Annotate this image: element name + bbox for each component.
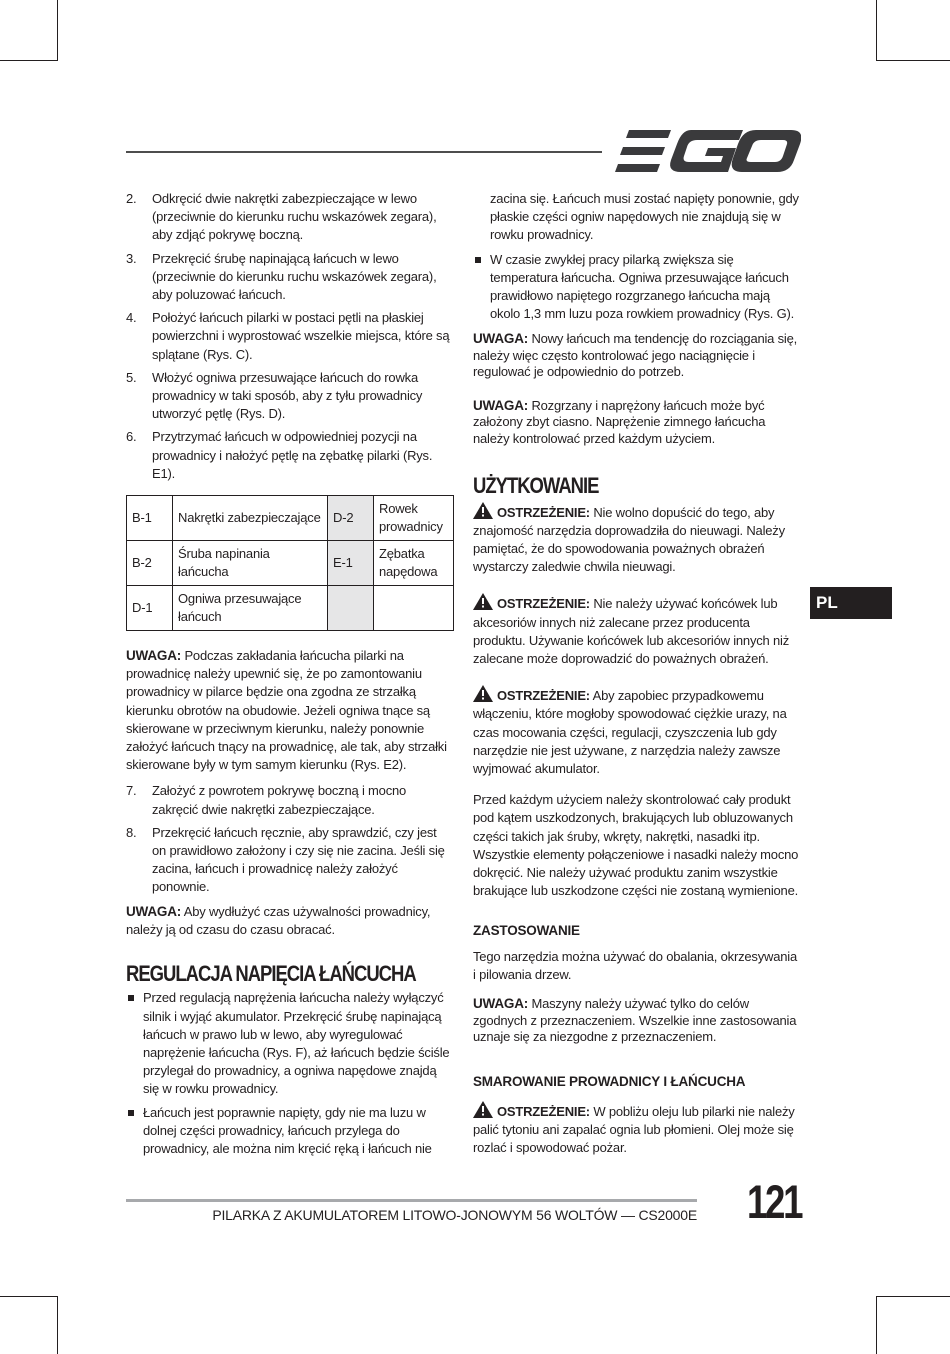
table-cell: Rowek prowadnicy <box>374 496 454 541</box>
warning-icon <box>473 1101 493 1118</box>
left-column <box>126 190 454 1163</box>
language-tab: PL <box>810 587 892 619</box>
list-item: 8. Przekręcić łańcuch ręcznie, aby sprawdzić, czy jest on prawidłowo założony i czy się nie zacina. Jeśli się zacina, łańcuch i prowadnicę należy założyć ponownie. <box>126 824 445 895</box>
list-item: Przed regulacją naprężenia łańcucha należy wyłączyć silnik i wyjąć akumulator. Przekręcić śrubę napinającą łańcuch w prawo lub w lewo, aby wyregulować naprężenie łańcucha (Rys. F), aż łańcuch będzie ściśle przylegał do prowadnicy, a ogniwa napędowe znajdą się w rowku prowadnicy. <box>126 989 454 1098</box>
bullet-list <box>126 989 454 1158</box>
list-item: 4. Położyć łańcuch pilarki w postaci pętli na płaskiej powierzchni i wyprostować wszelkie miejsca, które są splątane (Rys. C). <box>126 310 450 362</box>
table-row <box>127 541 454 586</box>
table-cell: B-1 <box>127 496 173 541</box>
list-item: W czasie zwykłej pracy pilarką zwiększa się temperatura łańcucha. Ogniwa przesuwające łańcuch prawidłowo napiętego rozgrzanego łańcucha mają okolo 1,3 mm luzu poza rowkiem prowadnicy (Rys. G). <box>473 251 803 324</box>
crop-mark <box>0 1296 58 1297</box>
warning-block: OSTRZEŻENIE: Nie wolno dopuścić do tego, aby znajomość narzędzia doprowadziła do nieuwagi. Należy pamiętać, że do spowodowania poważnych obrażeń wystarczy zaledwie chwila nieuwagi. <box>473 502 803 577</box>
crop-mark <box>57 1296 58 1354</box>
crop-mark <box>876 1296 950 1297</box>
table-row <box>127 586 454 631</box>
bullet-list <box>473 251 803 324</box>
warning-block: OSTRZEŻENIE: Nie należy używać końcówek lub akcesoriów innych niż zalecane przez producenta produktu. Używanie końcówek lub akcesoriów innych niż zalecane może doprowadzić do poważnych obrażeń. <box>473 593 803 668</box>
table-row <box>127 496 454 541</box>
crop-mark <box>876 0 877 61</box>
inspection-paragraph: Przed każdym użyciem należy skontrolować cały produkt pod kątem uszkodzonych, brakujących lub obluzowanych części takich jak śruby, wkręty, nakrętki, nasadki itp. Wszystkie elementy połączeniowe i nasadki należy mocno dokręcić. Nie należy używać produktu zanim wszystkie brakujące lub uszkodzone części nie zostaną wymienione. <box>473 792 799 899</box>
list-item: 7. Założyć z powrotem pokrywę boczną i mocno zakręcić dwie nakrętki zabezpieczające. <box>126 783 407 817</box>
table-cell: Śruba napinania łańcucha <box>173 541 328 586</box>
list-item: 3. Przekręcić śrubę napinającą łańcuch w lewo (przeciwnie do kierunku ruchu wskazówek zegara), aby poluzować łańcuch. <box>126 250 437 303</box>
subheading-lubrication: SMAROWANIE PROWADNICY I ŁAŃCUCHA <box>473 1073 746 1089</box>
note-intended-use: UWAGA: Maszyny należy używać tylko do celów zgodnych z przeznaczeniem. Wszelkie inne zastosowania uznaje się za niezgodne z przeznaczeniem. <box>473 996 797 1045</box>
footer-title: PILARKA Z AKUMULATOREM LITOWO-JONOWYM 56 WOLTÓW — CS2000E <box>212 1207 697 1223</box>
continued-text: zacina się. Łańcuch musi zostać napięty ponownie, gdy płaskie części ogniw napędowych nie znajdują się w rowku prowadnicy. <box>490 191 799 243</box>
note-new-chain: UWAGA: Nowy łańcuch ma tendencję do rozciągania się, należy więc często kontrolować jego naciągnięcie i regulować je odpowiednio do potrzeb. <box>473 331 798 380</box>
section-heading: UŻYTKOWANIE <box>473 473 599 499</box>
crop-mark <box>876 1296 877 1354</box>
table-cell <box>328 586 374 631</box>
list-item: 6. Przytrzymać łańcuch w odpowiedniej pozycji na prowadnicy i nałożyć pętlę na zębatkę pilarki (Rys. E1). <box>126 429 433 481</box>
warning-icon <box>473 685 493 702</box>
warning-block: OSTRZEŻENIE: Aby zapobiec przypadkowemu włączeniu, które mogłoby spowodować ciężkie urazy, na czas mocowania części, regulacji, czyszczenia lub gdy narzędzie nie jest używane, z narzędzia należy zawsze wyjmować akumulator. <box>473 685 803 778</box>
steps-list-b <box>126 782 454 896</box>
list-item: 2. Odkręcić dwie nakrętki zabezpieczające w lewo (przeciwnie do kierunku ruchu wskazówek zegara), aby zdjąć pokrywę boczną. <box>126 191 437 243</box>
note-assembly: UWAGA: Podczas zakładania łańcucha pilarki na prowadnicę należy upewnić się, że po zamontowaniu prowadnicy w pilarce będzie ona zgodna ze strzałką kierunku obrotów na obudowie. Jeżeli ogniwa tnące są skierowane w przeciwnym kierunku, należy ponownie założyć łańcuch tnący na prowadnicę, ale tak, aby strzałki skierowane były w tym samym kierunku (Rys. E2). <box>126 648 447 773</box>
crop-mark <box>57 0 58 61</box>
footer-rule <box>126 1199 697 1202</box>
subheading-application: ZASTOSOWANIE <box>473 923 580 939</box>
crop-mark <box>0 60 58 61</box>
bullet-icon <box>473 251 490 324</box>
bullet-icon <box>126 1104 143 1159</box>
page-number: 121 <box>747 1175 802 1228</box>
ego-logo <box>615 130 801 172</box>
table-cell: D-1 <box>127 586 173 631</box>
warning-icon <box>473 502 493 519</box>
table-cell: B-2 <box>127 541 173 586</box>
table-cell: Nakrętki zabezpieczające <box>173 496 328 541</box>
table-cell: E-1 <box>328 541 374 586</box>
note-hot-chain: UWAGA: Rozgrzany i naprężony łańcuch może być założony zbyt ciasno. Naprężenie zimnego łańcucha należy kontrolować przed każdym użyciem. <box>473 397 766 446</box>
list-item: 5. Włożyć ogniwa przesuwające łańcuch do rowka prowadnicy w taki sposób, aby z tyłu prowadnicy utworzyć pętlę (Rys. D). <box>126 369 423 422</box>
table-cell: D-2 <box>328 496 374 541</box>
bullet-icon <box>126 989 143 1098</box>
list-item: Łańcuch jest poprawnie napięty, gdy nie ma luzu w dolnej części prowadnicy, łańcuch przylega do prowadnicy, ale można nim kręcić ręką i łańcuch nie <box>126 1104 454 1159</box>
warning-block: OSTRZEŻENIE: W pobliżu oleju lub pilarki nie należy palić tytoniu ani zapalać ognia lub płomieni. Olej może się rozlać i spowodować pożar. <box>473 1101 803 1158</box>
section-heading: REGULACJA NAPIĘCIA ŁAŃCUCHA <box>126 961 416 987</box>
table-cell: Ogniwa przesuwające łańcuch <box>173 586 328 631</box>
header-rule <box>126 151 602 153</box>
steps-list-a <box>126 190 454 483</box>
note-bar-life: UWAGA: Aby wydłużyć czas używalności prowadnicy, należy ją od czasu do czasu obracać. <box>126 903 431 937</box>
table-cell: Zębatka napędowa <box>374 541 454 586</box>
parts-table <box>126 495 454 631</box>
right-column <box>473 190 803 1157</box>
table-cell <box>374 586 454 631</box>
warning-icon <box>473 593 493 610</box>
crop-mark <box>876 60 950 61</box>
application-text: Tego narzędzia można używać do obalania, okrzesywania i pilowania drzew. <box>473 948 797 982</box>
